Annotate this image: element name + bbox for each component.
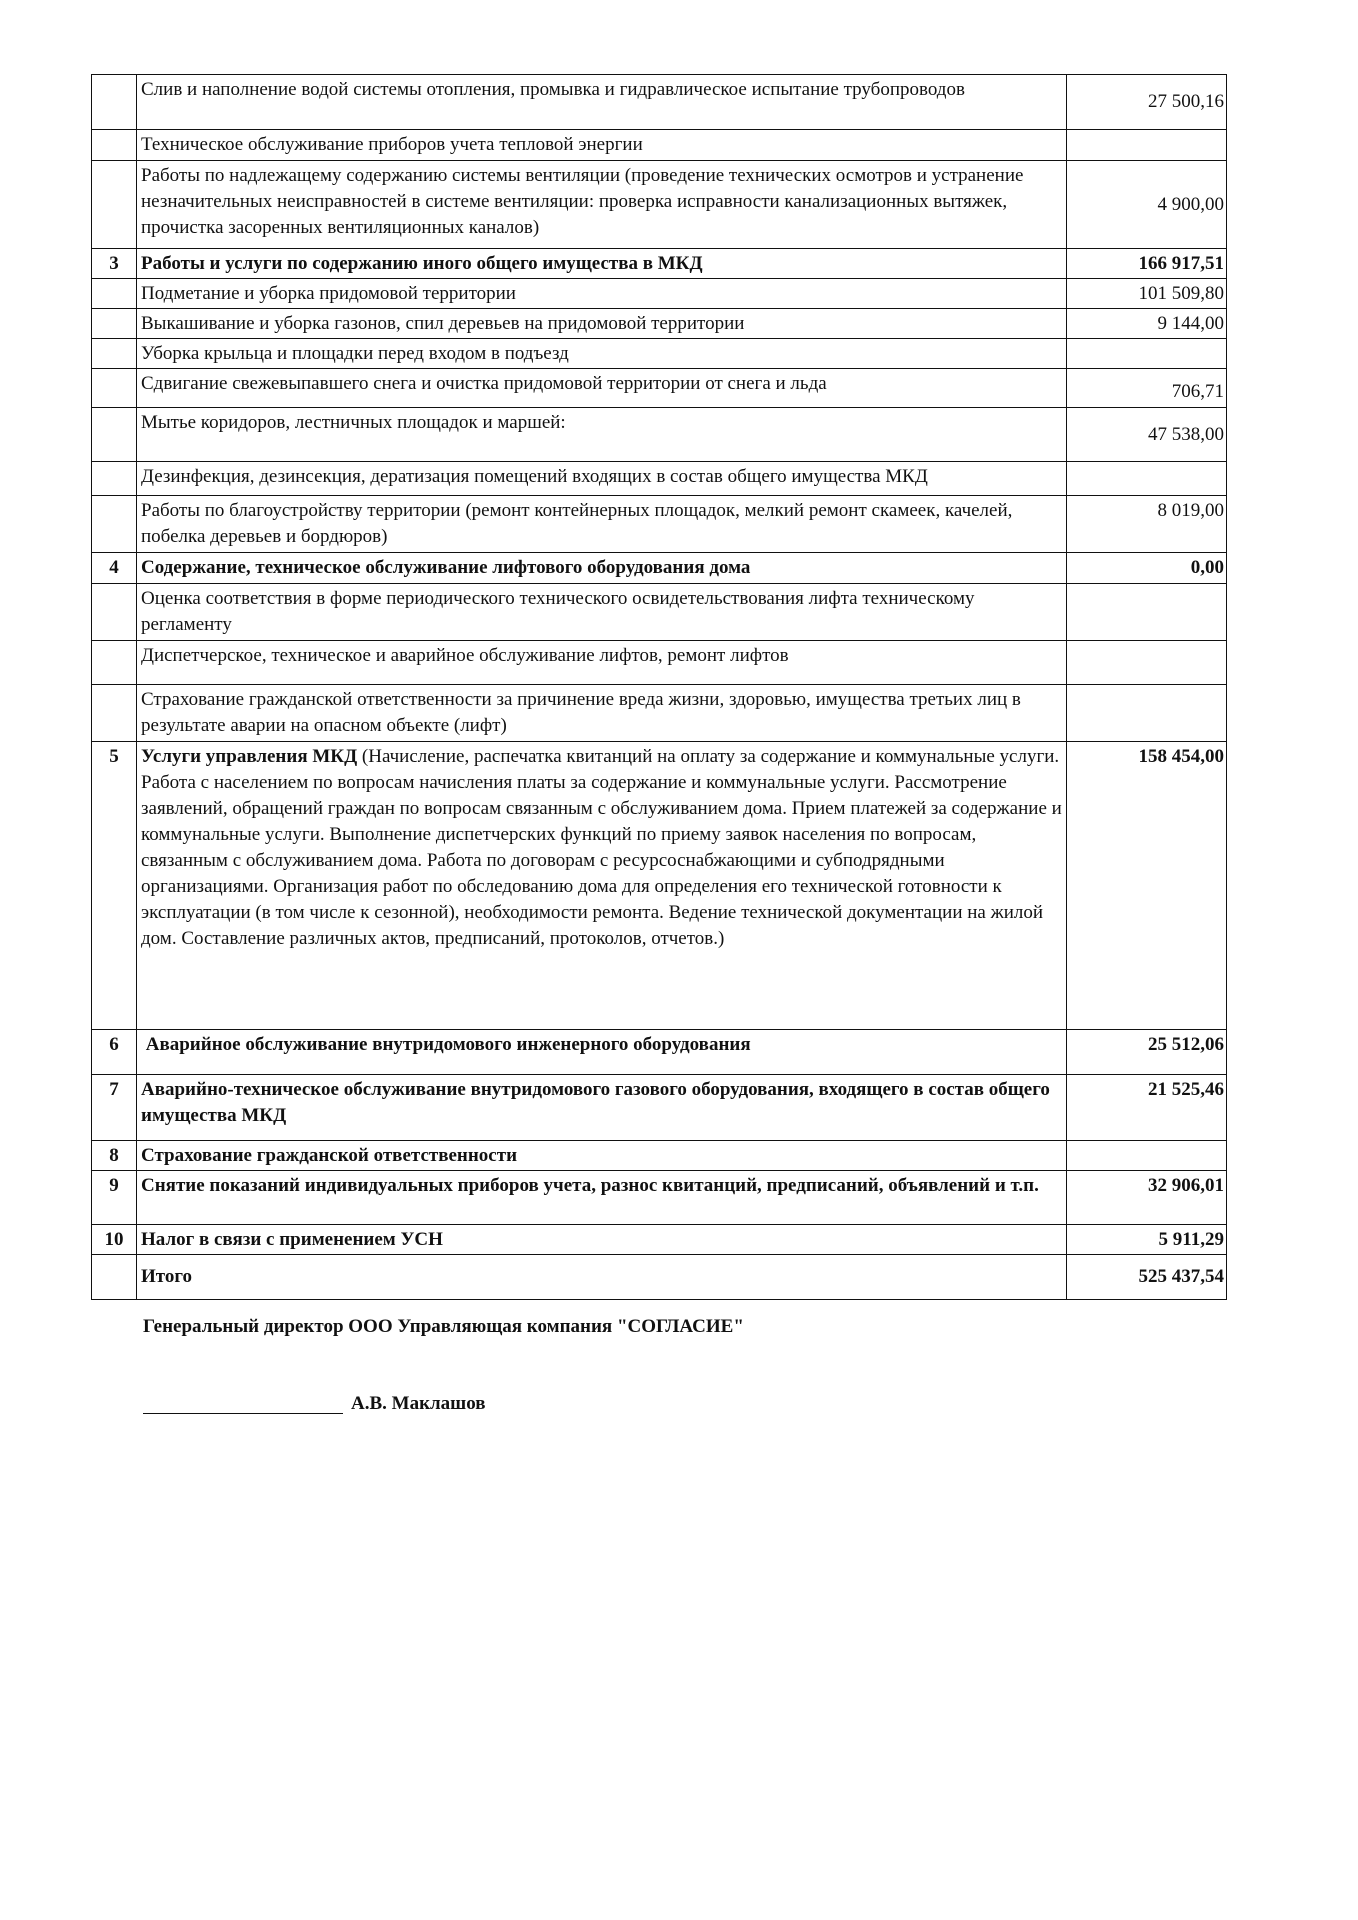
- row-number: [92, 1255, 137, 1300]
- row-amount: [1067, 462, 1227, 496]
- row-description: Аварийное обслуживание внутридомового инженерного оборудования: [137, 1030, 1067, 1075]
- row-description: Аварийно-техническое обслуживание внутридомового газового оборудования, входящего в состав общего имущества МКД: [137, 1075, 1067, 1141]
- row-number: 3: [92, 249, 137, 279]
- row-amount: 4 900,00: [1067, 161, 1227, 249]
- table-row: [92, 130, 1227, 161]
- table-row: [92, 75, 1227, 130]
- row-description-details: (Начисление, распечатка квитанций на оплату за содержание и коммунальные услуги. Работа с населением по вопросам начисления платы за содержание и коммунальные услуги. Рассмотрение заявлений, обращений граждан по вопросам связанным с обслуживанием дома. Прием платежей за содержание и коммунальные услуги. Выполнение диспетчерских функций по приему заявок населения по вопросам, связанным с обслуживанием дома. Работа по договорам с ресурсоснабжающими и субподрядными организациями. Организация работ по обследованию дома для определения его технической готовности к эксплуатации (в том числе к сезонной), необходимости ремонта. Ведение технической документации на жилой дом. Составление различных актов, предписаний, протоколов, отчетов.): [141, 746, 1062, 949]
- row-number: 10: [92, 1225, 137, 1255]
- row-amount: [1067, 1141, 1227, 1171]
- row-amount: 706,71: [1067, 369, 1227, 408]
- table-row: [92, 553, 1227, 584]
- row-description: Работы по благоустройству территории (ремонт контейнерных площадок, мелкий ремонт скамеек, качелей, побелка деревьев и бордюров): [137, 496, 1067, 553]
- total-row: [92, 1255, 1227, 1300]
- row-description: Дезинфекция, дезинсекция, дератизация помещений входящих в состав общего имущества МКД: [137, 462, 1067, 496]
- signatory-title: Генеральный директор ООО Управляющая компания "СОГЛАСИЕ": [143, 1316, 744, 1337]
- table-row: [92, 339, 1227, 369]
- row-number: [92, 685, 137, 742]
- row-amount: [1067, 130, 1227, 161]
- row-number: [92, 75, 137, 130]
- row-description: Выкашивание и уборка газонов, спил деревьев на придомовой территории: [137, 309, 1067, 339]
- row-description: Налог в связи с применением УСН: [137, 1225, 1067, 1255]
- row-amount: [1067, 584, 1227, 641]
- row-amount: 32 906,01: [1067, 1171, 1227, 1225]
- row-amount: 158 454,00: [1067, 742, 1227, 1030]
- row-number: [92, 309, 137, 339]
- row-number: [92, 279, 137, 309]
- row-number: 7: [92, 1075, 137, 1141]
- table-row: [92, 309, 1227, 339]
- table-row: [92, 1075, 1227, 1141]
- row-number: 9: [92, 1171, 137, 1225]
- table-row: [92, 1171, 1227, 1225]
- row-description: Диспетчерское, техническое и аварийное обслуживание лифтов, ремонт лифтов: [137, 641, 1067, 685]
- row-number: [92, 641, 137, 685]
- table-row: [92, 1225, 1227, 1255]
- row-number: 8: [92, 1141, 137, 1171]
- row-description: Содержание, техническое обслуживание лифтового оборудования дома: [137, 553, 1067, 584]
- table-row: [92, 742, 1227, 1030]
- row-amount: [1067, 339, 1227, 369]
- table-row: [92, 462, 1227, 496]
- row-description: Страхование гражданской ответственности: [137, 1141, 1067, 1171]
- signature-line: [143, 1393, 343, 1414]
- row-amount: 27 500,16: [1067, 75, 1227, 130]
- row-number: 5: [92, 742, 137, 1030]
- table-row: [92, 641, 1227, 685]
- row-number: [92, 161, 137, 249]
- signatory-name: А.В. Маклашов: [351, 1393, 486, 1414]
- row-number: [92, 369, 137, 408]
- row-amount: 0,00: [1067, 553, 1227, 584]
- row-description: Подметание и уборка придомовой территории: [137, 279, 1067, 309]
- row-number: [92, 584, 137, 641]
- row-description: Страхование гражданской ответственности за причинение вреда жизни, здоровью, имущества третьих лиц в результате аварии на опасном объекте (лифт): [137, 685, 1067, 742]
- row-amount: 166 917,51: [1067, 249, 1227, 279]
- row-description: Работы по надлежащему содержанию системы вентиляции (проведение технических осмотров и устранение незначительных неисправностей в системе вентиляции: проверка исправности канализационных вытяжек, прочистка засоренных вентиляционных каналов): [137, 161, 1067, 249]
- table-row: [92, 161, 1227, 249]
- row-amount: 101 509,80: [1067, 279, 1227, 309]
- row-number: [92, 408, 137, 462]
- table-row: [92, 496, 1227, 553]
- row-amount: 21 525,46: [1067, 1075, 1227, 1141]
- row-amount: 5 911,29: [1067, 1225, 1227, 1255]
- row-amount: [1067, 641, 1227, 685]
- row-amount: 9 144,00: [1067, 309, 1227, 339]
- row-description: Оценка соответствия в форме периодического технического освидетельствования лифта техническому регламенту: [137, 584, 1067, 641]
- total-label: Итого: [137, 1255, 1067, 1300]
- row-number: [92, 339, 137, 369]
- row-number: [92, 496, 137, 553]
- table-row: [92, 369, 1227, 408]
- row-number: [92, 130, 137, 161]
- row-amount: [1067, 685, 1227, 742]
- total-amount: 525 437,54: [1067, 1255, 1227, 1300]
- row-number: [92, 462, 137, 496]
- table-row: [92, 1141, 1227, 1171]
- row-description: [137, 742, 1067, 1030]
- table-row: [92, 685, 1227, 742]
- table-row: [92, 408, 1227, 462]
- row-description: Мытье коридоров, лестничных площадок и маршей:: [137, 408, 1067, 462]
- row-amount: 25 512,06: [1067, 1030, 1227, 1075]
- row-description: Работы и услуги по содержанию иного общего имущества в МКД: [137, 249, 1067, 279]
- row-description: Техническое обслуживание приборов учета тепловой энергии: [137, 130, 1067, 161]
- row-number: 6: [92, 1030, 137, 1075]
- row-description: Уборка крыльца и площадки перед входом в подъезд: [137, 339, 1067, 369]
- row-number: 4: [92, 553, 137, 584]
- table-row: [92, 249, 1227, 279]
- table-row: [92, 584, 1227, 641]
- row-amount: 8 019,00: [1067, 496, 1227, 553]
- row-amount: 47 538,00: [1067, 408, 1227, 462]
- table-row: [92, 279, 1227, 309]
- row-description: Слив и наполнение водой системы отопления, промывка и гидравлическое испытание трубопроводов: [137, 75, 1067, 130]
- table-row: [92, 1030, 1227, 1075]
- services-cost-table: [91, 74, 1227, 1300]
- row-description: Сдвигание свежевыпавшего снега и очистка придомовой территории от снега и льда: [137, 369, 1067, 408]
- row-description-heading: Услуги управления МКД: [141, 746, 358, 767]
- row-description: Снятие показаний индивидуальных приборов учета, разнос квитанций, предписаний, объявлений и т.п.: [137, 1171, 1067, 1225]
